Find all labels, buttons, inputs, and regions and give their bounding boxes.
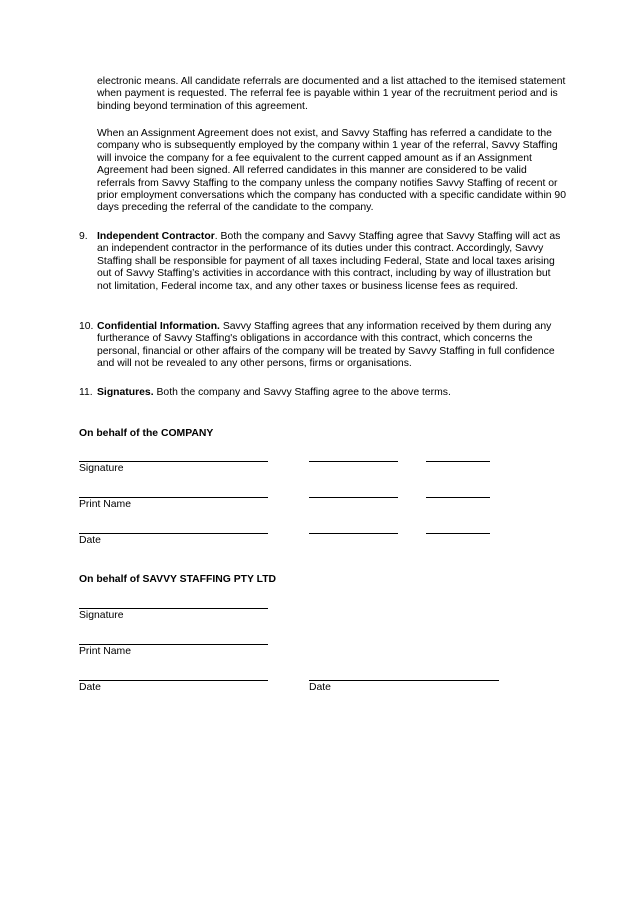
- company-print-name-label: Print Name: [79, 499, 131, 510]
- company-section-heading: On behalf of the COMPANY: [79, 428, 214, 439]
- company-signature-label: Signature: [79, 463, 124, 474]
- clause-11-title: Signatures.: [97, 387, 154, 398]
- company-print-name-extra-line-2[interactable]: [426, 497, 490, 498]
- clause-10-text: Savvy Staffing agrees that any information received by them during any furtherance of Savvy Staffing's obligations in accordance with this contract, which concerns the personal, financial or other affairs of the company will be treated by Savvy Staffing in full confidence and will not be revealed to any other persons, firms or organisations.: [97, 321, 555, 370]
- savvy-second-date-label: Date: [309, 682, 331, 693]
- company-date-label: Date: [79, 535, 101, 546]
- company-signature-line[interactable]: [79, 461, 268, 462]
- clause-11: [97, 387, 567, 399]
- savvy-print-name-line[interactable]: [79, 644, 268, 645]
- clause-9: [97, 231, 567, 293]
- intro-paragraph-1: electronic means. All candidate referrals are documented and a list attached to the itemised statement when payment is requested. The referral fee is payable within 1 year of the recruitment period and is binding beyond termination of this agreement.: [97, 76, 566, 112]
- company-print-name-line[interactable]: [79, 497, 268, 498]
- company-signature-extra-line-1[interactable]: [309, 461, 398, 462]
- company-date-line[interactable]: [79, 533, 268, 534]
- savvy-signature-line[interactable]: [79, 608, 268, 609]
- clause-10-number: 10.: [79, 321, 94, 332]
- savvy-second-date-line[interactable]: [309, 680, 499, 681]
- clause-11-number: 11.: [79, 387, 93, 398]
- savvy-print-name-label: Print Name: [79, 646, 131, 657]
- clause-10-title: Confidential Information.: [97, 321, 220, 332]
- clause-9-title: Independent Contractor: [97, 231, 215, 242]
- savvy-date-label: Date: [79, 682, 101, 693]
- savvy-section-heading: On behalf of SAVVY STAFFING PTY LTD: [79, 574, 277, 585]
- savvy-signature-label: Signature: [79, 610, 124, 621]
- savvy-date-line[interactable]: [79, 680, 268, 681]
- clause-11-text: Both the company and Savvy Staffing agree to the above terms.: [153, 387, 451, 398]
- company-date-extra-line-1[interactable]: [309, 533, 398, 534]
- company-signature-extra-line-2[interactable]: [426, 461, 490, 462]
- company-date-extra-line-2[interactable]: [426, 533, 490, 534]
- company-print-name-extra-line-1[interactable]: [309, 497, 398, 498]
- clause-9-number: 9.: [79, 231, 88, 242]
- clause-10: [97, 321, 567, 371]
- clause-9-text: . Both the company and Savvy Staffing agree that Savvy Staffing will act as an independent contractor in the performance of its duties under this contract. Accordingly, Savvy Staffing shall be responsible for payment of all taxes including Federal, State and local taxes arising out of Savvy Staffing’s activities in accordance with this contract, including by way of illustration but not limitation, Federal income tax, and any other taxes or business license fees as required.: [97, 231, 561, 292]
- intro-paragraph-2: When an Assignment Agreement does not exist, and Savvy Staffing has referred a candidate to the company who is subsequently employed by the company within 1 year of the referral, Savvy Staffing will invoice the company for a fee equivalent to the current capped amount as if an Assignment Agreement had been signed. All referred candidates in this manner are considered to be valid referrals from Savvy Staffing to the company unless the company notifies Savvy Staffing of recent or prior employment conversations which the company has conducted with a specific candidate within 90 days preceding the referral of the candidate to the company.: [97, 128, 566, 214]
